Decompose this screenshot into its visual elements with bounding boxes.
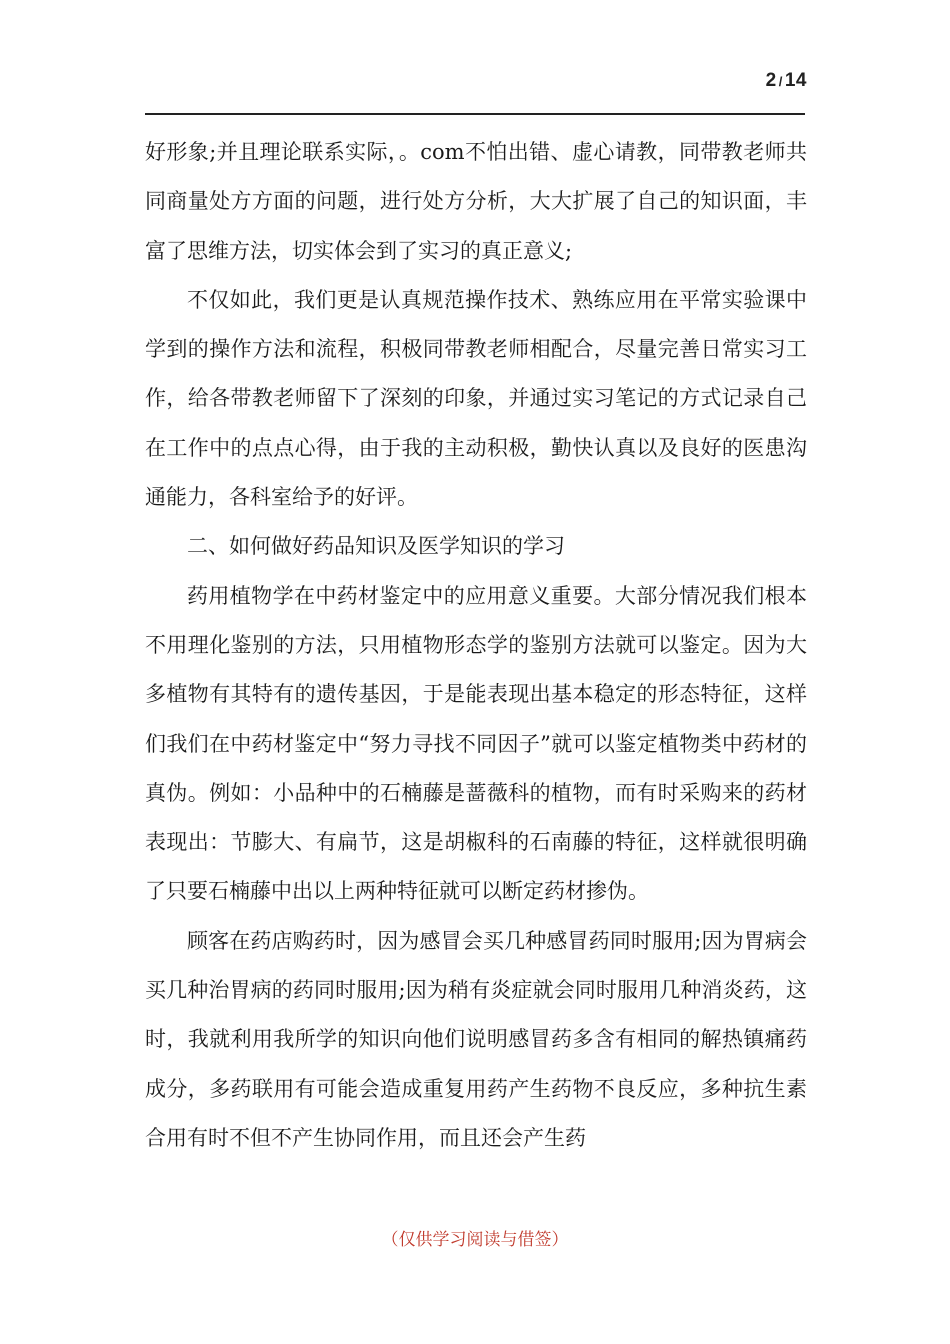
footer-note: （仅供学习阅读与借签） [381, 1230, 569, 1250]
document-body [145, 128, 807, 1163]
page-total: 14 [784, 70, 807, 91]
page-current: 2 [765, 70, 777, 91]
section-heading: 二、如何做好药品知识及医学知识的学习 [187, 534, 565, 559]
paragraph: 不仅如此，我们更是认真规范操作技术、熟练应用在平常实验课中学到的操作方法和流程，积极同带教老师相配合，尽量完善日常实习工作，给各带教老师留下了深刻的印象，并通过实习笔记的方式记录自己在工作中的点点心得，由于我的主动积极，勤快认真以及良好的医患沟通能力，各科室给予的好评。 [145, 287, 807, 510]
page-number [766, 70, 807, 92]
header-divider [145, 113, 805, 115]
paragraph: 药用植物学在中药材鉴定中的应用意义重要。大部分情况我们根本不用理化鉴别的方法，只用植物形态学的鉴别方法就可以鉴定。因为大多植物有其特有的遗传基因，于是能表现出基本稳定的形态特征，这样们我们在中药材鉴定中“努力寻找不同因子”就可以鉴定植物类中药材的真伪。例如：小品种中的石楠藤是蔷薇科的植物，而有时采购来的药材表现出：节膨大、有扁节，这是胡椒科的石南藤的特征，这样就很明确了只要石楠藤中出以上两种特征就可以断定药材掺伪。 [145, 583, 807, 904]
paragraph: 顾客在药店购药时，因为感冒会买几种感冒药同时服用;因为胃病会买几种治胃病的药同时服用;因为稍有炎症就会同时服用几种消炎药，这时，我就利用我所学的知识向他们说明感冒药多含有相同的解热镇痛药成分，多药联用有可能会造成重复用药产生药物不良反应，多种抗生素合用有时不但不产生协同作用，而且还会产生药 [145, 928, 807, 1150]
paragraph: 好形象;并且理论联系实际，。com不怕出错、虚心请教，同带教老师共同商量处方方面的问题，进行处方分析，大大扩展了自己的知识面，丰富了思维方法，切实体会到了实习的真正意义; [145, 140, 807, 263]
page-separator: / [778, 74, 783, 89]
